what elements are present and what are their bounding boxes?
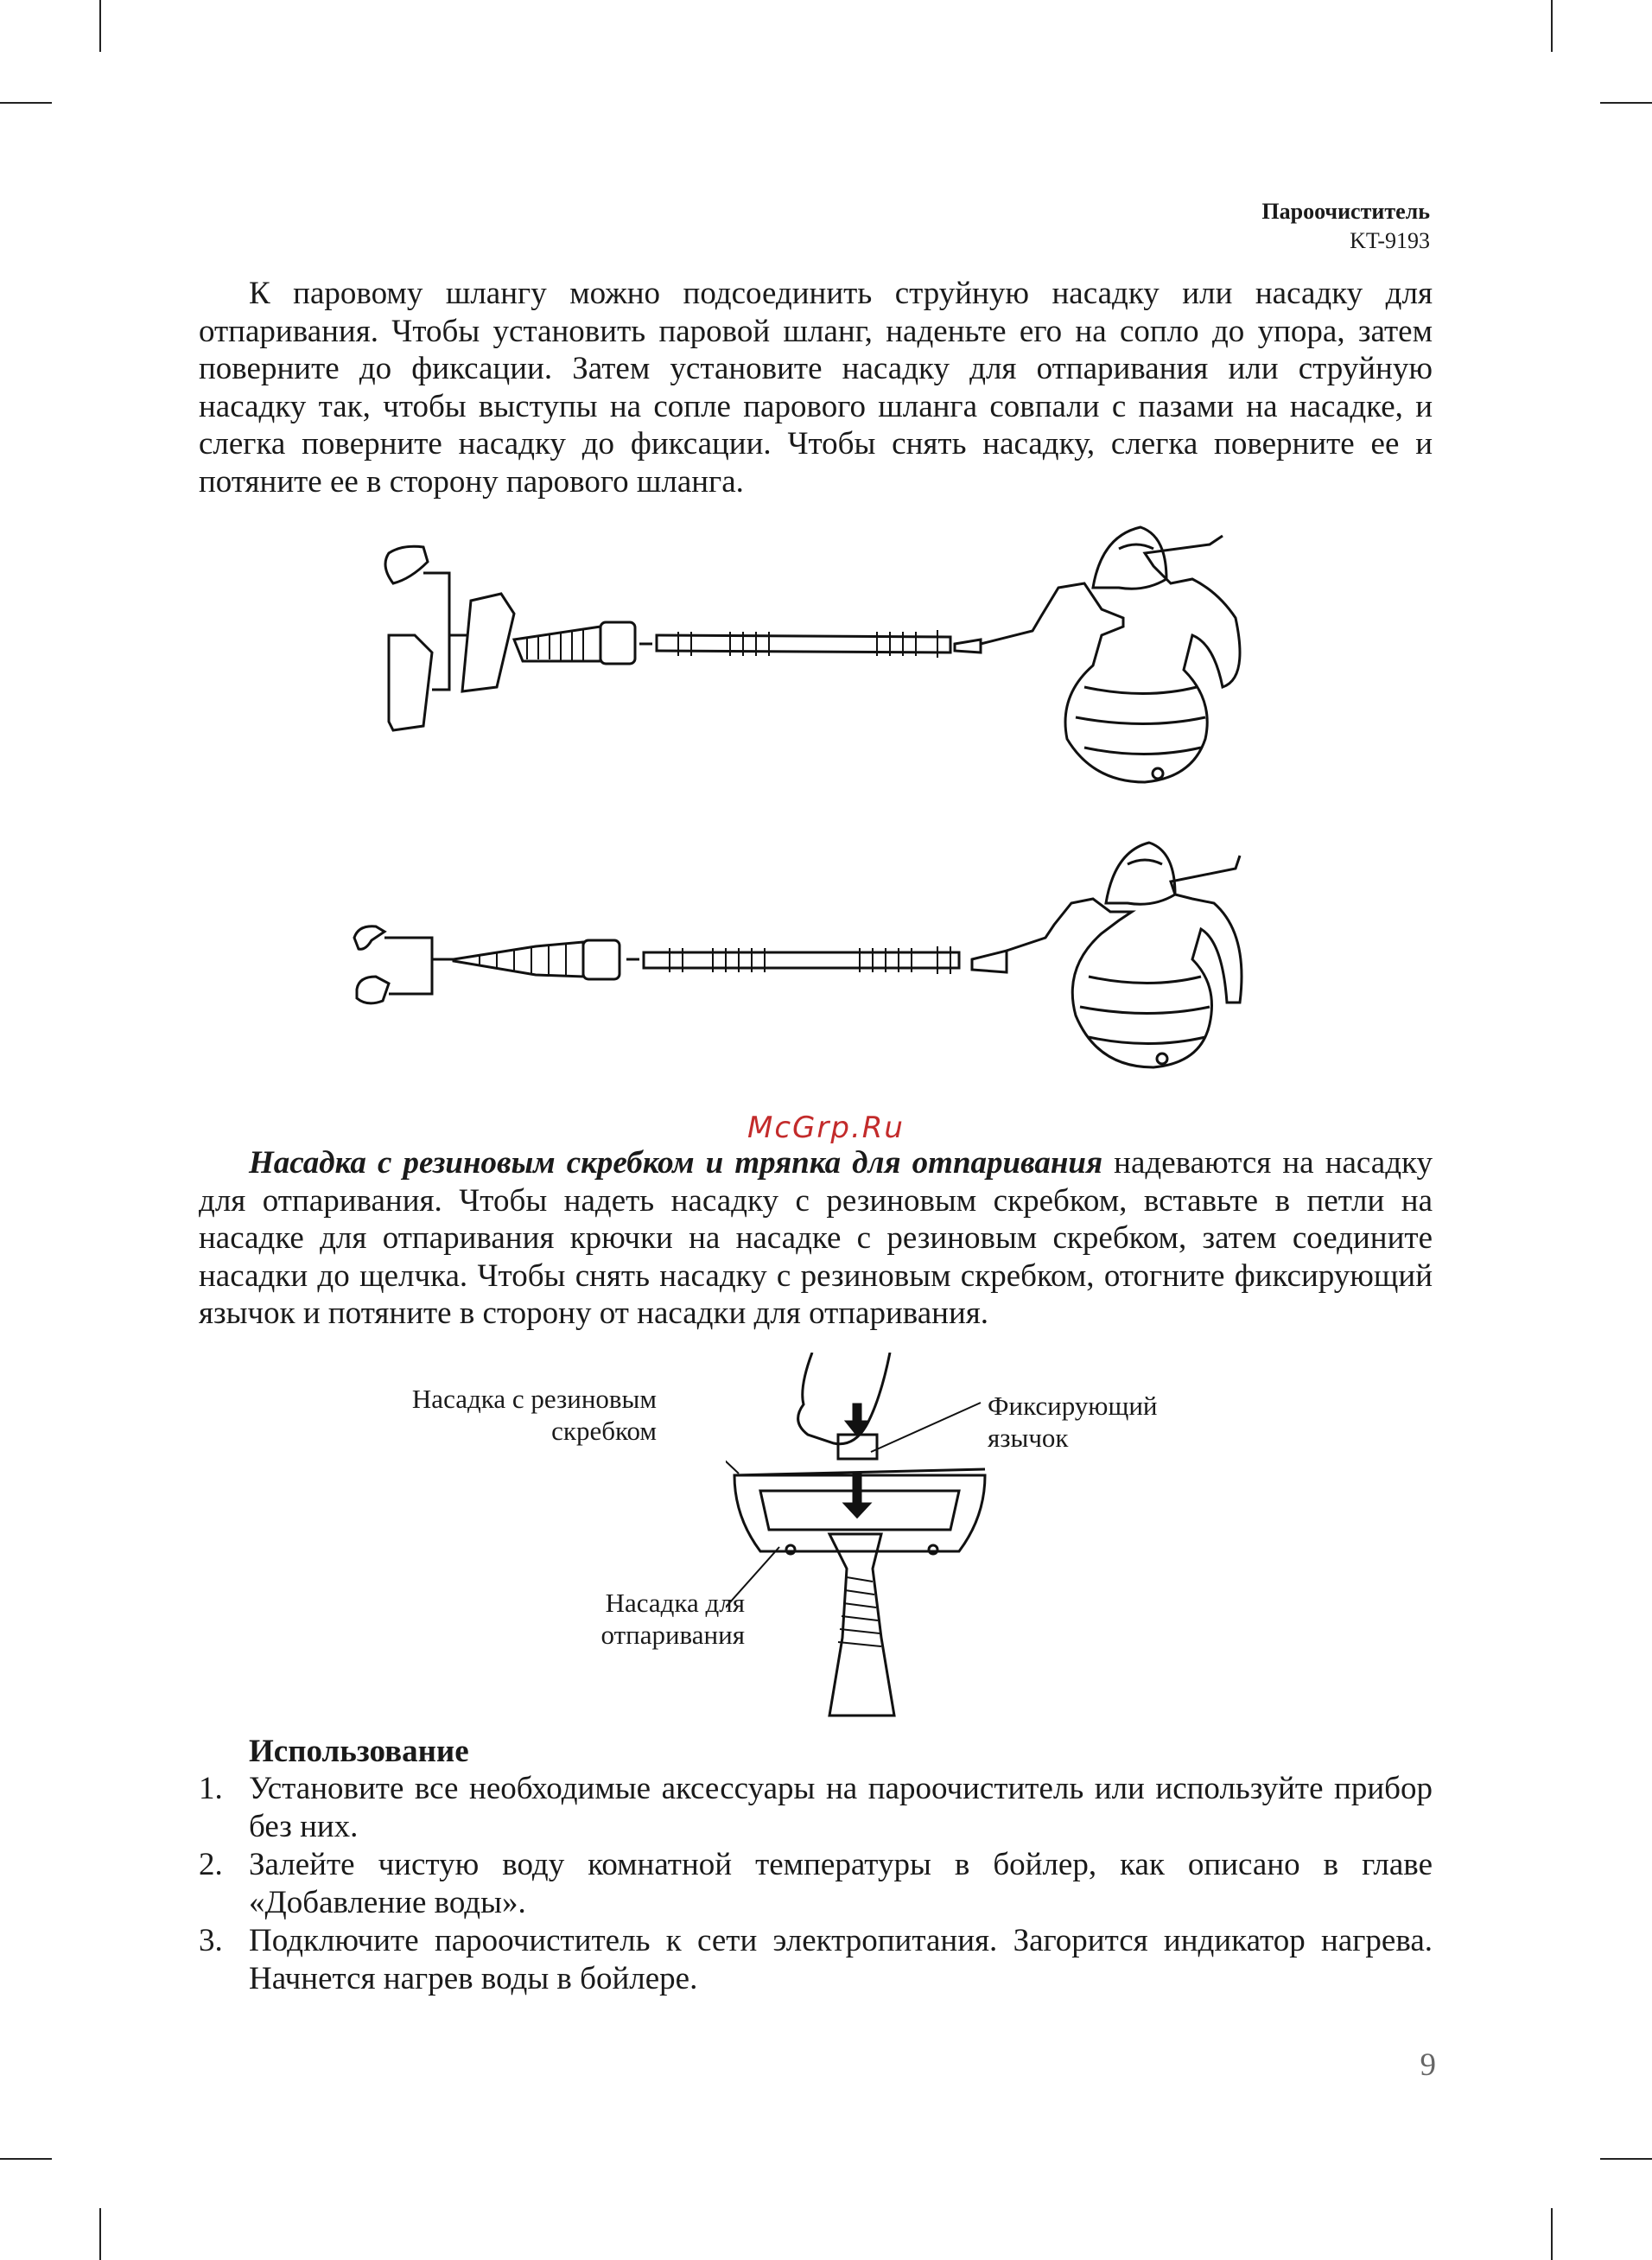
cloth-attachment-icon [389, 635, 432, 730]
list-number: 2. [199, 1847, 223, 1882]
label-scraper [412, 1383, 657, 1447]
arrow-down-icon [845, 1474, 869, 1517]
figure-steamer-with-jet-nozzle [341, 830, 1300, 1098]
figure-steamer-with-steam-nozzle [341, 514, 1300, 799]
header-model: KT-9193 [1350, 228, 1430, 253]
crop-mark [1600, 102, 1652, 104]
crop-mark [1551, 0, 1553, 52]
label-locking-tab [988, 1390, 1158, 1454]
crop-mark [0, 2158, 52, 2160]
label-steaming-nozzle [600, 1587, 745, 1651]
page-number: 9 [1420, 2047, 1436, 2083]
scraper-text: надеваются на насадку для отпаривания. Чтобы надеть насадку с резиновым скребком, вставьте в петли на насадке для отпаривания крючки на насадке с резиновым скребком, затем соедините насадки до щелчка. Чтобы снять насадку с резиновым скребком, отогните фиксирующий язычок и потяните в сторону от насадки для отпаривания. [199, 1145, 1433, 1331]
label-steamer-line2: отпаривания [600, 1620, 745, 1650]
scraper-emphasis: Насадка с резиновым скребком и тряпка для отпаривания [249, 1145, 1103, 1181]
label-tab-line1: Фиксирующий [988, 1391, 1158, 1421]
list-number: 3. [199, 1923, 223, 1958]
scraper-paragraph [199, 1144, 1433, 1333]
crop-mark [1600, 2158, 1652, 2160]
usage-list [199, 1770, 1433, 1998]
label-scraper-line1: Насадка с резиновым [411, 1384, 657, 1414]
nozzle-handle [829, 1534, 894, 1716]
steam-nozzle-icon [462, 594, 514, 691]
list-text: Подключите пароочиститель к сети электропитания. Загорится индикатор нагрева. Начнется нагрев воды в бойлере. [249, 1923, 1433, 1996]
list-item [199, 1770, 1433, 1845]
list-text: Установите все необходимые аксессуары на пароочиститель или используйте прибор без них. [249, 1771, 1433, 1844]
crop-mark [99, 0, 101, 52]
usage-heading: Использование [249, 1734, 469, 1769]
intro-text: К паровому шлангу можно подсоединить струйную насадку или насадку для отпаривания. Чтобы установить паровой шланг, наденьте его на сопло до упора, затем поверните до фиксации. Затем установите насадку для отпаривания или струйную насадку так, чтобы выступы на сопле парового шланга совпали с пазами на насадке, и слегка поверните насадку до фиксации. Чтобы снять насадку, слегка поверните ее и потяните ее в сторону парового шланга. [199, 276, 1433, 500]
crop-mark [99, 2208, 101, 2260]
running-header [1261, 197, 1430, 256]
scraper-attachment-icon [385, 546, 428, 583]
label-scraper-line2: скребком [551, 1416, 657, 1446]
figure-scraper-attachment [726, 1353, 994, 1720]
hand-icon [798, 1353, 890, 1444]
round-brush-icon [357, 977, 389, 1003]
list-text: Залейте чистую воду комнатной температуры в бойлер, как описано в главе «Добавление воды». [249, 1847, 1433, 1920]
steam-cleaner-icon [955, 527, 1240, 782]
angled-nozzle-icon [354, 926, 384, 950]
label-tab-line2: язычок [988, 1423, 1069, 1453]
crop-mark [1551, 2208, 1553, 2260]
header-title: Пароочиститель [1261, 199, 1430, 224]
list-item [199, 1846, 1433, 1921]
crop-mark [0, 102, 52, 104]
intro-paragraph [199, 275, 1433, 500]
watermark: McGrp.Ru [747, 1111, 905, 1145]
label-steamer-line1: Насадка для [605, 1588, 745, 1618]
steam-hose-icon [657, 635, 950, 653]
list-number: 1. [199, 1771, 223, 1806]
list-item [199, 1922, 1433, 1997]
steam-cleaner-icon [972, 843, 1242, 1067]
jet-nozzle-icon [454, 942, 583, 977]
